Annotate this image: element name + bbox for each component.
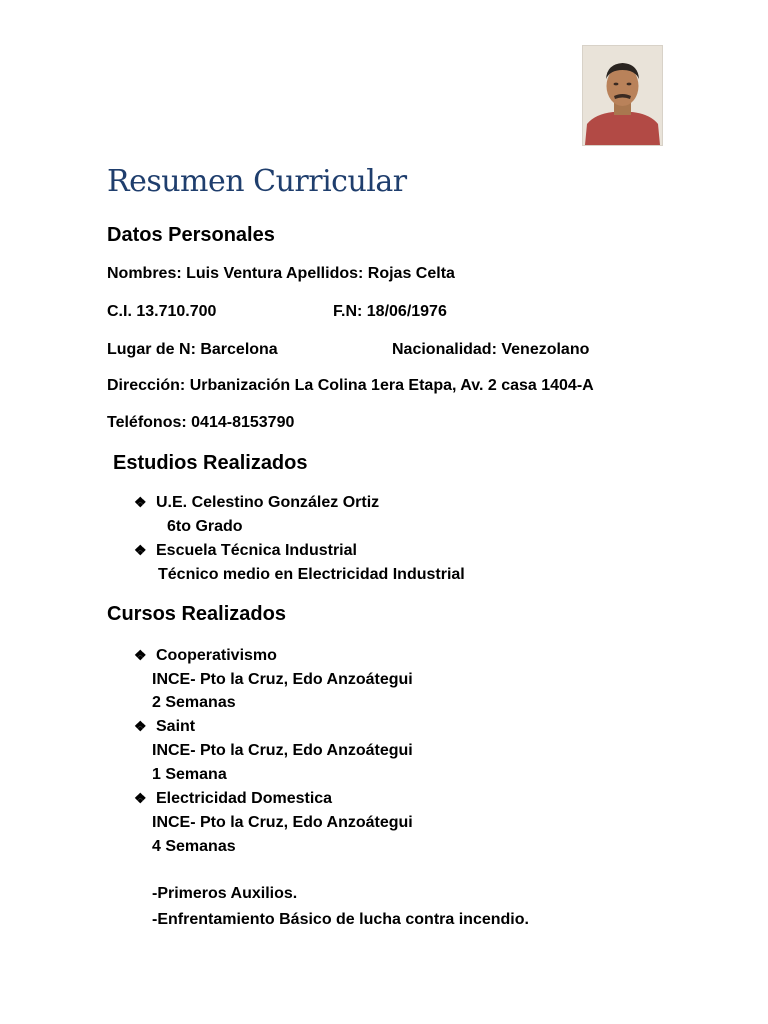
- course-item: [134, 718, 195, 736]
- study-school: U.E. Celestino González Ortiz: [156, 494, 380, 511]
- study-detail: Técnico medio en Electricidad Industrial: [158, 566, 465, 583]
- course-name: Cooperativismo: [156, 647, 277, 664]
- extra-course: -Primeros Auxilios.: [152, 885, 298, 902]
- study-detail: 6to Grado: [167, 518, 243, 535]
- course-item: [134, 790, 332, 808]
- address-line: Dirección: Urbanización La Colina 1era Etapa, Av. 2 casa 1404-A: [107, 377, 594, 394]
- birthplace-value: Lugar de N: Barcelona: [107, 341, 278, 358]
- study-item: [134, 542, 357, 560]
- course-name: Electricidad Domestica: [156, 790, 333, 807]
- study-item: [134, 494, 379, 512]
- phone-line: Teléfonos: 0414-8153790: [107, 414, 295, 431]
- diamond-bullet-icon: ❖: [134, 718, 147, 734]
- course-place: INCE- Pto la Cruz, Edo Anzoátegui: [152, 671, 413, 688]
- course-duration: 2 Semanas: [152, 694, 236, 711]
- course-item: [134, 647, 277, 665]
- birth-date-value: F.N: 18/06/1976: [333, 303, 447, 320]
- course-duration: 4 Semanas: [152, 838, 236, 855]
- section-heading-studies: Estudios Realizados: [113, 452, 308, 474]
- names-line: Nombres: Luis Ventura Apellidos: Rojas Celta: [107, 265, 455, 282]
- diamond-bullet-icon: ❖: [134, 647, 147, 663]
- course-place: INCE- Pto la Cruz, Edo Anzoátegui: [152, 814, 413, 831]
- section-heading-courses: Cursos Realizados: [107, 603, 286, 625]
- course-place: INCE- Pto la Cruz, Edo Anzoátegui: [152, 742, 413, 759]
- section-heading-personal: Datos Personales: [107, 224, 275, 246]
- document-title: Resumen Curricular: [107, 164, 407, 199]
- nationality-value: Nacionalidad: Venezolano: [392, 341, 590, 358]
- extra-course: -Enfrentamiento Básico de lucha contra incendio.: [152, 911, 529, 928]
- diamond-bullet-icon: ❖: [134, 494, 147, 510]
- ci-value: C.I. 13.710.700: [107, 303, 217, 320]
- person-portrait: [583, 46, 662, 145]
- diamond-bullet-icon: ❖: [134, 542, 147, 558]
- course-name: Saint: [156, 718, 196, 735]
- course-duration: 1 Semana: [152, 766, 227, 783]
- profile-photo: [582, 45, 663, 146]
- study-school: Escuela Técnica Industrial: [156, 542, 357, 559]
- diamond-bullet-icon: ❖: [134, 790, 147, 806]
